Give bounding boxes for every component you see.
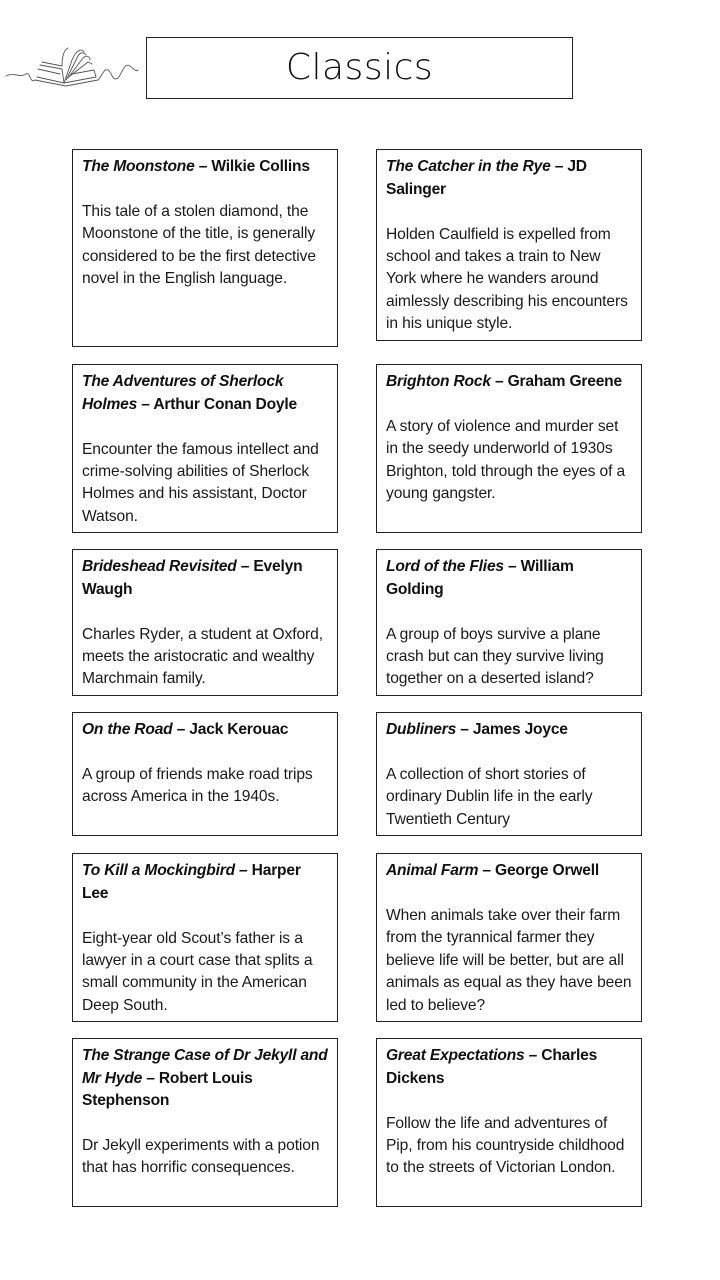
book-card bbox=[72, 853, 338, 1022]
book-title: The Moonstone bbox=[82, 158, 195, 175]
book-author: Evelyn Waugh bbox=[82, 558, 303, 598]
book-heading bbox=[386, 371, 632, 394]
book-card bbox=[376, 549, 642, 696]
book-heading bbox=[386, 719, 632, 742]
book-author: James Joyce bbox=[472, 721, 568, 738]
book-title: Dubliners bbox=[386, 721, 457, 738]
book-card bbox=[72, 364, 338, 533]
separator: – bbox=[142, 1069, 159, 1087]
book-heading bbox=[386, 860, 632, 883]
book-title: Lord of the Flies bbox=[386, 558, 504, 575]
separator: – bbox=[236, 558, 254, 575]
book-heading bbox=[82, 556, 328, 601]
book-heading bbox=[386, 556, 632, 601]
book-card bbox=[72, 712, 338, 836]
book-card bbox=[376, 364, 642, 533]
book-title: Animal Farm bbox=[386, 862, 479, 879]
separator: – bbox=[234, 862, 252, 879]
book-heading bbox=[82, 719, 328, 742]
book-author: Graham Greene bbox=[507, 373, 622, 390]
separator: – bbox=[194, 158, 212, 175]
book-card bbox=[376, 149, 642, 341]
book-description: When animals take over their farm from the tyrannical farmer they believe life will be better, but are all animals as equal as they have been led to believe? bbox=[386, 907, 632, 1014]
separator: – bbox=[478, 862, 496, 879]
book-description: A group of boys survive a plane crash but can they survive living together on a deserted island? bbox=[386, 625, 604, 688]
book-title: The Strange Case of Dr Jekyll and Mr Hyde bbox=[82, 1047, 328, 1087]
book-title: The Adventures of Sherlock Holmes bbox=[82, 373, 284, 413]
book-heading bbox=[386, 1045, 632, 1090]
book-title: To Kill a Mockingbird bbox=[82, 862, 235, 879]
book-heading bbox=[82, 371, 328, 416]
book-card bbox=[376, 712, 642, 836]
book-description: Encounter the famous intellect and crime-solving abilities of Sherlock Holmes and his assistant, Doctor Watson. bbox=[82, 440, 319, 525]
page-title: Classics bbox=[285, 47, 434, 88]
book-author: William Golding bbox=[386, 558, 574, 598]
book-card bbox=[376, 853, 642, 1022]
separator: – bbox=[550, 158, 568, 175]
book-description: Dr Jekyll experiments with a potion that has horrific consequences. bbox=[82, 1137, 320, 1177]
book-title: Great Expectations bbox=[386, 1047, 525, 1064]
page-title-box bbox=[146, 37, 573, 99]
book-description: Charles Ryder, a student at Oxford, meets the aristocratic and wealthy Marchmain family. bbox=[82, 625, 323, 688]
book-description: Eight-year old Scout’s father is a lawyer in a court case that splits a small community in the American Deep South. bbox=[82, 929, 313, 1014]
book-card bbox=[72, 1038, 338, 1207]
book-author: Robert Louis Stephenson bbox=[82, 1069, 253, 1109]
book-author: Wilkie Collins bbox=[211, 158, 310, 175]
book-card bbox=[376, 1038, 642, 1207]
separator: – bbox=[456, 721, 473, 738]
separator: – bbox=[524, 1047, 542, 1064]
book-title: Brighton Rock bbox=[386, 373, 491, 390]
book-author: George Orwell bbox=[495, 862, 600, 879]
book-description: Holden Caulfield is expelled from school and takes a train to New York where he wanders around aimlessly describing his encounters in his unique style. bbox=[386, 225, 628, 333]
book-title: Brideshead Revisited bbox=[82, 558, 237, 575]
open-book-icon bbox=[4, 42, 140, 98]
book-author: Jack Kerouac bbox=[189, 721, 289, 738]
book-heading bbox=[82, 1045, 328, 1113]
book-author: Charles Dickens bbox=[386, 1047, 598, 1087]
separator: – bbox=[503, 558, 521, 575]
book-heading bbox=[82, 860, 328, 905]
book-title: On the Road bbox=[82, 721, 173, 738]
book-description: A group of friends make road trips across America in the 1940s. bbox=[82, 766, 313, 806]
book-author: Arthur Conan Doyle bbox=[153, 395, 297, 413]
book-description: Follow the life and adventures of Pip, from his countryside childhood to the streets of Victorian London. bbox=[386, 1114, 625, 1177]
separator: – bbox=[172, 721, 190, 738]
book-heading bbox=[82, 156, 328, 179]
book-title: The Catcher in the Rye bbox=[386, 158, 551, 175]
book-author: JD Salinger bbox=[386, 158, 587, 198]
book-author: Harper Lee bbox=[82, 862, 301, 902]
separator: – bbox=[137, 395, 154, 413]
book-description: A collection of short stories of ordinary Dublin life in the early Twentieth Century bbox=[386, 766, 593, 828]
book-heading bbox=[386, 156, 632, 201]
separator: – bbox=[490, 373, 508, 390]
book-card bbox=[72, 549, 338, 696]
book-description: A story of violence and murder set in the seedy underworld of 1930s Brighton, told through the eyes of a young gangster. bbox=[386, 418, 626, 503]
book-description: This tale of a stolen diamond, the Moonstone of the title, is generally considered to be the first detective novel in the English language. bbox=[82, 203, 316, 288]
book-card bbox=[72, 149, 338, 347]
